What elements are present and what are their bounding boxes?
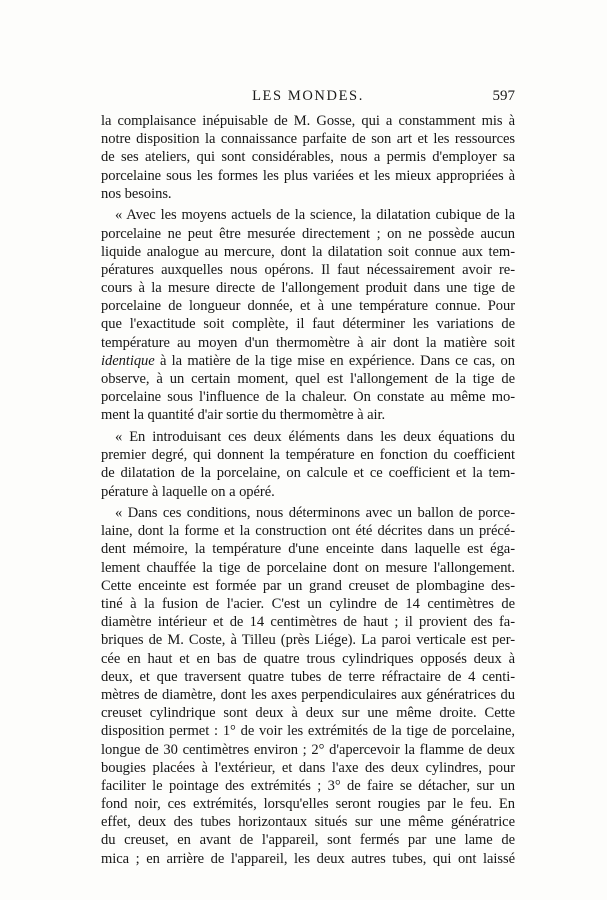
paragraph — [101, 428, 515, 501]
text-line: pérature à laquelle on a opéré. — [101, 483, 275, 500]
running-title: LES MONDES. — [252, 88, 364, 104]
text-line: lement chauffée la tige de porcelaine dont on mesure l'allongement. — [101, 559, 515, 576]
text-line: nos besoins. — [101, 185, 172, 202]
text-line: mica ; en arrière de l'appareil, les deux autres tubes, qui ont laissé — [101, 850, 515, 867]
text-line: bougies placées à l'extérieur, et dans l'axe des deux cylindres, pour — [101, 759, 515, 776]
text-line: pératures auxquelles nous opérons. Il faut nécessairement avoir re- — [101, 261, 515, 278]
text-line: Cette enceinte est formée par un grand creuset de plombagine des- — [101, 577, 515, 594]
text-line: porcelaine sous les formes les plus variées et les mieux appropriées à — [101, 167, 515, 184]
text-line: cours à la mesure directe de l'allongement produit dans une tige de — [101, 280, 515, 297]
text-line: ment la quantité d'air sortie du thermomètre à air. — [101, 407, 386, 424]
text-line: du creuset, en avant de l'appareil, sont fermés par une lame de — [101, 832, 515, 849]
text-line: fond noir, ces extrémités, lorsqu'elles seront rougies par le feu. En — [101, 796, 515, 813]
paragraph — [101, 112, 515, 203]
text-line: diamètre intérieur et de 14 centimètres de haut ; il provient des fa- — [101, 614, 515, 631]
text-line: notre disposition la connaissance parfaite de son art et les ressources — [101, 131, 515, 148]
paragraph — [101, 504, 515, 868]
text-line: deux, et que traversent quatre tubes de terre réfractaire de 4 centi- — [101, 668, 515, 685]
text-line: creuset cylindrique sont deux à deux sur une même droite. Cette — [101, 705, 515, 722]
text-line: porcelaine ne peut être mesurée directement ; on ne possède aucun — [101, 225, 515, 242]
text-line: longue de 30 centimètres environ ; 2° d'apercevoir la flamme de deux — [101, 741, 515, 758]
text-line: liquide analogue au mercure, dont la dilatation soit connue aux tem- — [101, 243, 515, 260]
text-line: faciliter le pointage des extrémités ; 3° de faire se détacher, sur un — [101, 777, 515, 794]
text-line: « En introduisant ces deux éléments dans les deux équations du — [115, 428, 515, 445]
text-line: de ses ateliers, qui sont considérables, nous a permis d'employer sa — [101, 149, 515, 166]
paragraph — [101, 206, 515, 424]
text-line-with-italic: identique à la matière de la tige mise en expérience. Dans ce cas, on — [101, 352, 515, 369]
page-header — [101, 88, 515, 110]
text-line: température au moyen d'un thermomètre à air dont la matière soit — [101, 334, 515, 351]
text-line: porcelaine sous l'influence de la chaleur. On constate au même mo- — [101, 389, 515, 406]
text-line: observe, à un certain moment, quel est l'allongement de la tige de — [101, 371, 515, 388]
text-line: « Avec les moyens actuels de la science, la dilatation cubique de la — [115, 207, 515, 224]
text-line: briques de M. Coste, à Tilleu (près Liége). La paroi verticale est per- — [101, 632, 515, 649]
page-number: 597 — [492, 88, 515, 104]
text-line: la complaisance inépuisable de M. Gosse, qui a constamment mis à — [101, 113, 515, 129]
text-line: tiné à la fusion de l'acier. C'est un cylindre de 14 centimètres de — [101, 596, 515, 613]
text-line: disposition permet : 1° de voir les extrémités de la tige de porcelaine, — [101, 723, 515, 740]
text-line: que l'exactitude soit complète, il faut déterminer les variations de — [101, 316, 515, 333]
text-line: dent mémoire, la température d'une enceinte dans laquelle est éga- — [101, 541, 515, 558]
text-line: cée en haut et en bas de quatre trous cylindriques opposés deux à — [101, 650, 515, 667]
text-line: de dilatation de la porcelaine, on calcule et ce coefficient et la tem- — [101, 465, 515, 482]
text-line: laine, dont la forme et la construction ont été décrites dans un précé- — [101, 523, 515, 540]
text-line: « Dans ces conditions, nous déterminons avec un ballon de porce- — [115, 505, 515, 522]
text-line: porcelaine de longueur donnée, et à une température connue. Pour — [101, 298, 515, 315]
body-text — [101, 112, 515, 868]
text-line: mètres de diamètre, dont les axes perpendiculaires aux génératrices du — [101, 686, 515, 703]
text-line: effet, deux des tubes horizontaux situés sur une même génératrice — [101, 814, 515, 831]
text-line: premier degré, qui donnent la température en fonction du coefficient — [101, 447, 515, 464]
italic-word: identique — [101, 352, 155, 369]
